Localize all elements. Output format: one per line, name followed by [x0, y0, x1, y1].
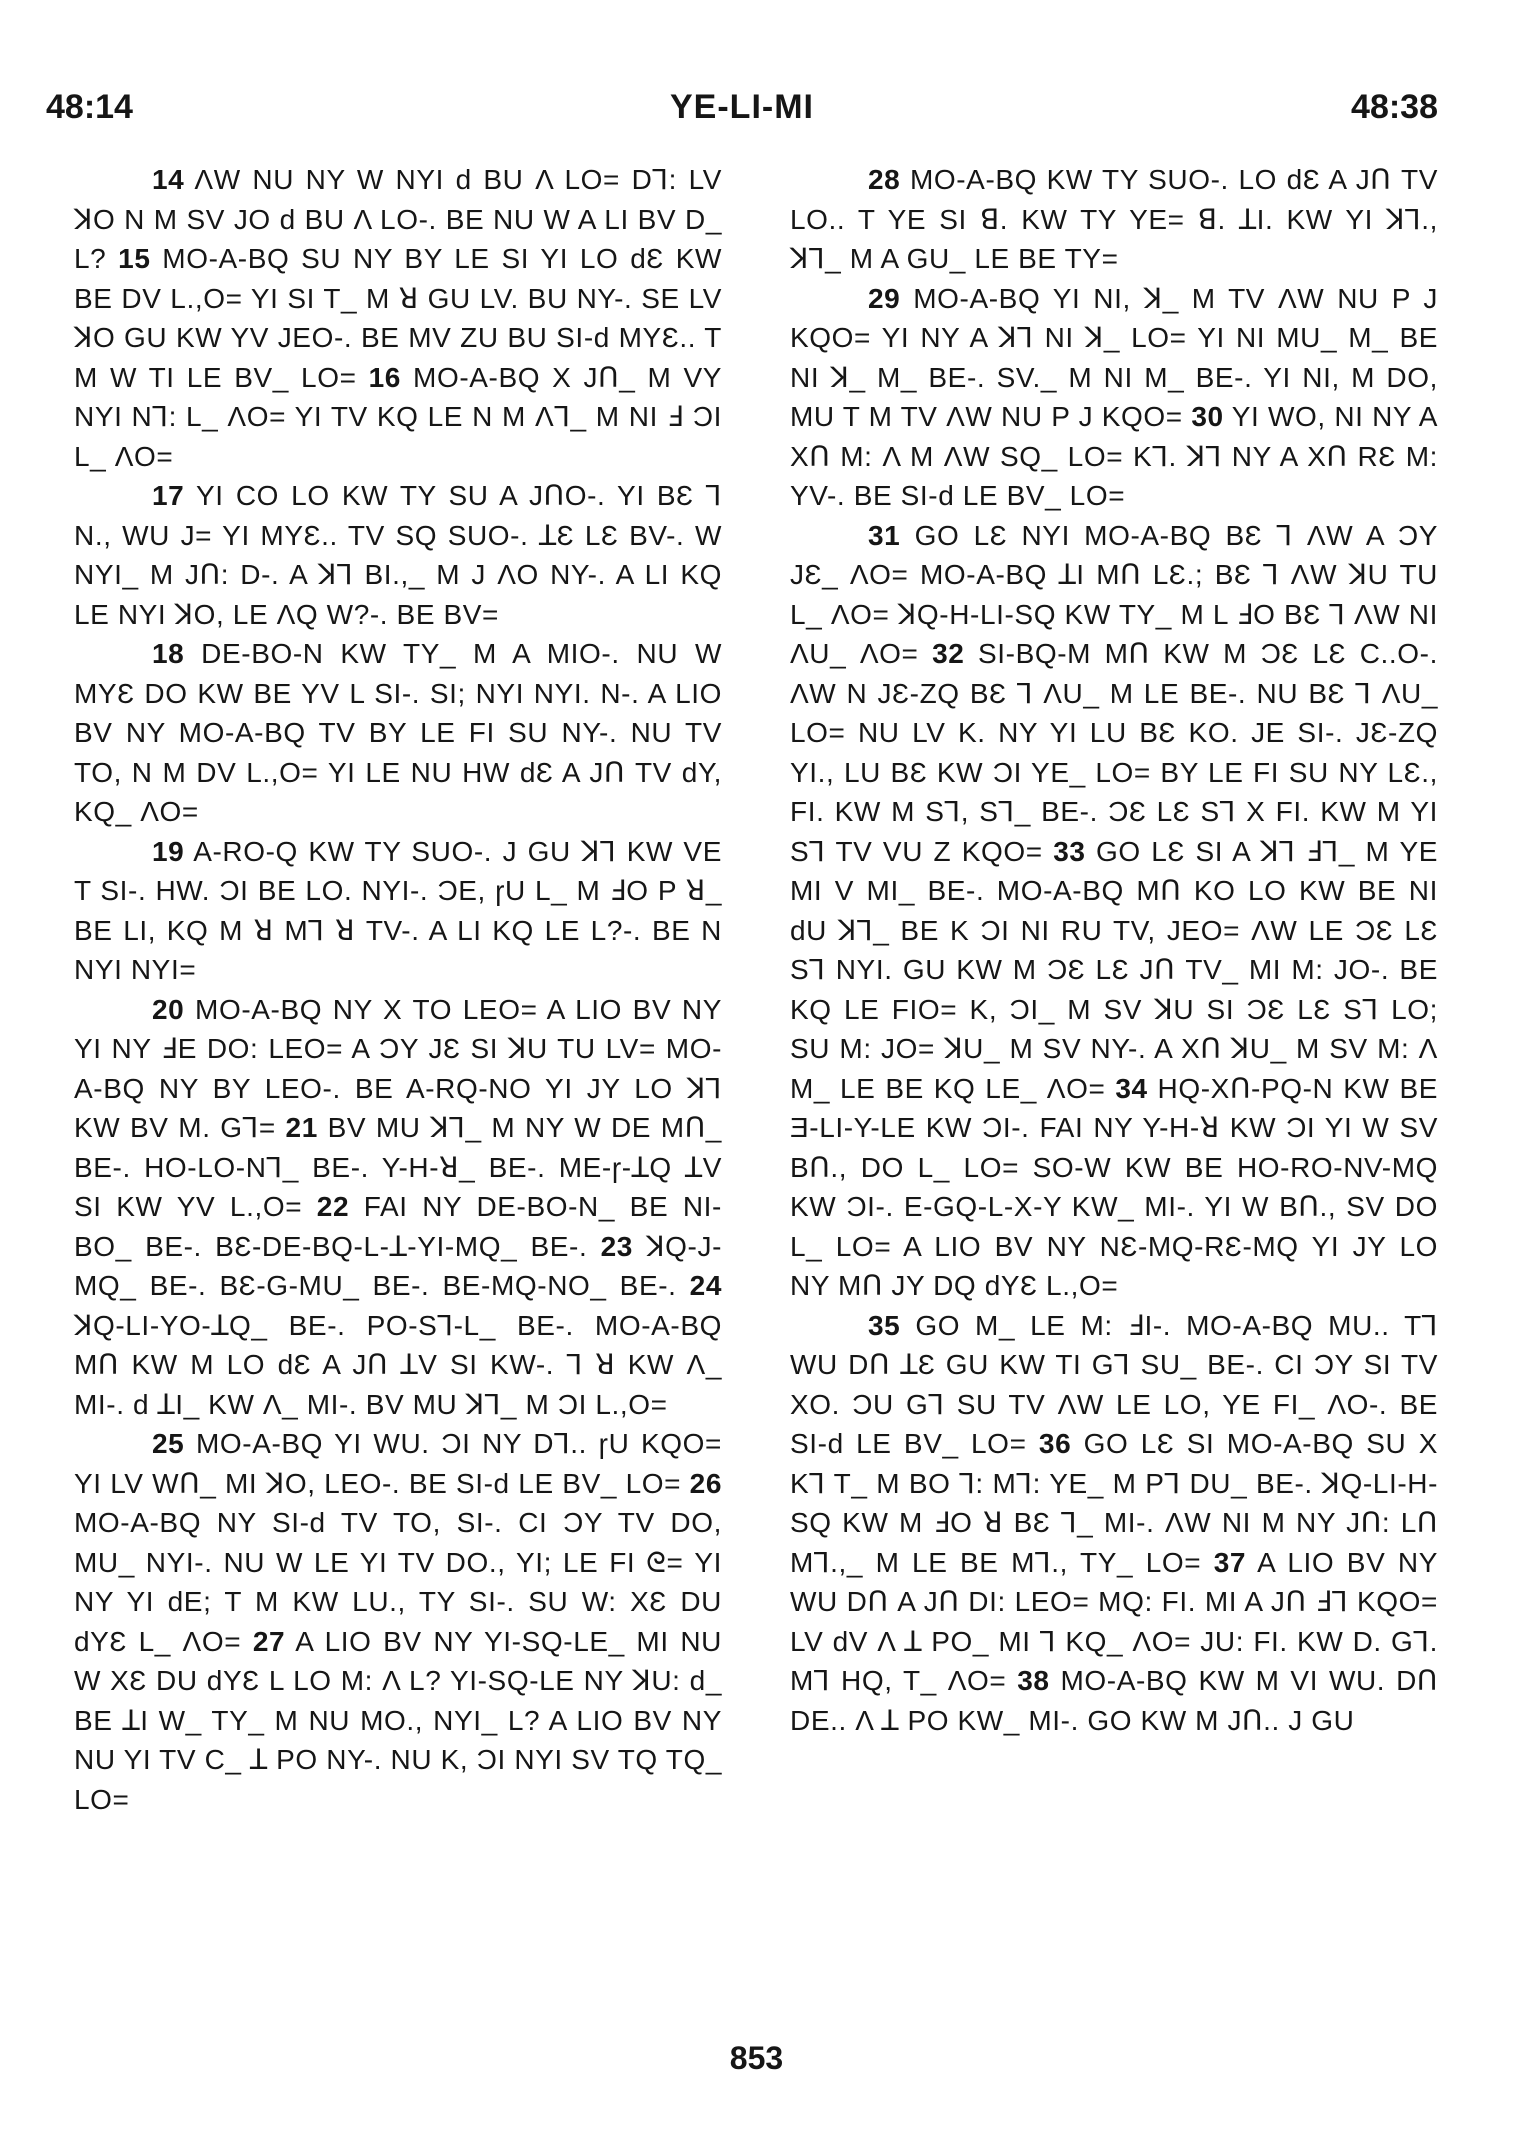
page-header: [46, 88, 1438, 132]
header-left-reference: 48:14: [46, 88, 133, 126]
verse-number: 18: [152, 638, 185, 669]
right-text-column: [790, 160, 1438, 1740]
paragraph: [74, 1424, 722, 1819]
verse-text: MO-A-BQ SU NY BY LE SI YI LO dƐ KW BE DV L.,O= YI SI T_ M ꓤ GU LV. BU NY-. SE LV ꓘO GU KW YV JEO-. BE MV ZU BU SI-d MYƐ.. T M W TI LE BV_ LO=: [74, 243, 722, 393]
verse-number: 35: [868, 1309, 901, 1341]
header-right-reference: 48:38: [1351, 88, 1438, 126]
verse-number: 31: [868, 519, 901, 551]
verse-number: 36: [1038, 1428, 1072, 1459]
paragraph: [790, 279, 1438, 516]
verse-number: 30: [1191, 401, 1224, 432]
verse-text: MO-A-BQ KW M VI WU. DՈ DE.. Λ ꓕ PO KW_ MI-. GO KW M JՈ.. J GU: [790, 1665, 1438, 1736]
verse-text: A LIO BV NY WU DՈ A JՈ DI: LEO= MQ: FI. MI A JՈ ℲꞀ KQO= LV dV Λ ꓕ PO_ MI Ꞁ KQ_ ΛO= JU: FI. KW D. GꞀ. MꞀ HQ, T_ ΛO=: [790, 1546, 1438, 1696]
verse-number: 17: [152, 480, 185, 511]
page-title: YE-LI-MI: [670, 88, 814, 126]
verse-text: YI CO LO KW TY SU A JՈO-. YI BƐ Ꞁ N., WU J= YI MYƐ.. TV SQ SUO-. ꓕƐ LƐ BV-. W NYI_ M JՈ: D-. A ꓘꞀ BI.,_ M J ΛO NY-. A LI KQ LE NYI ꓘO, LE ΛQ W?-. BE BV=: [74, 480, 722, 630]
verse-text: GO LƐ NYI MO-A-BQ BƐ Ꞁ ΛW A ƆY JƐ_ ΛO= MO-A-BQ ꓕI MՈ LƐ.; BƐ Ꞁ ΛW ꓘU TU L_ ΛO= ꓘQ-H-LI-SQ KW TY_ M L ℲO BƐ Ꞁ ΛW NI ΛU_ ΛO=: [790, 519, 1438, 669]
verse-number: 27: [252, 1625, 286, 1657]
paragraph: [790, 160, 1438, 279]
verse-text: BV MU ꓘꞀ_ M NY W DE MՈ_ BE-. HO-LO-NꞀ_ BE-. Y-H-ꓤ_ BE-. ME-ɼ-ꓕQ ꓕV SI KW YV L.,O=: [74, 1112, 722, 1222]
verse-number: 37: [1213, 1546, 1247, 1578]
verse-number: 20: [152, 993, 185, 1025]
verse-number: 15: [118, 243, 151, 274]
verse-number: 16: [368, 361, 401, 393]
verse-text: GO LƐ SI MO-A-BQ SU X KꞀ T_ M BO Ꞁ: MꞀ: YE_ M PꞀ DU_ BE-. ꓘQ-LI-H-SQ KW M ℲO ꓤ BƐ Ꞁ_ MI-. ΛW NI M NY JՈ: LՈ MꞀ.,_ M LE BE MꞀ., TY_ LO=: [790, 1428, 1438, 1578]
verse-number: 19: [152, 835, 185, 867]
paragraph: [74, 832, 722, 990]
verse-text: FAI NY DE-BO-N_ BE NI-BO_ BE-. BƐ-DE-BQ-L-ꓕ-YI-MQ_ BE-.: [74, 1191, 722, 1262]
paragraph: [74, 476, 722, 634]
verse-number: 25: [152, 1428, 185, 1459]
verse-number: 28: [868, 164, 901, 195]
verse-text: YI WO, NI NY A XՈ M: Λ M ΛW SQ_ LO= KꞀ. ꓘꞀ NY A XՈ RƐ M: YV-. BE SI-d LE BV_ LO=: [790, 401, 1439, 511]
verse-text: MO-A-BQ X JՈ_ M VY NYI NꞀ: L_ ΛO= YI TV KQ LE N M ΛꞀ_ M NI Ⅎ ƆI L_ ΛO=: [74, 361, 722, 472]
verse-text: A LIO BV NY YI-SQ-LE_ MI NU W XƐ DU dYƐ L LO M: Λ L? YI-SQ-LE NY ꓘU: d_ BE ꓕI W_ TY_ M NU MO., NYI_ L? A LIO BV NY NU YI TV C_ ꓕ PO NY-. NU K, ƆI NYI SV TQ TQ_ LO=: [74, 1625, 722, 1815]
verse-text: MO-A-BQ YI NI, ꓘ_ M TV ΛW NU P J KQO= YI NY A ꓘꞀ NI ꓘ_ LO= YI NI MU_ M_ BE NI ꓘ_ M_ BE-. SV._ M NI M_ BE-. YI NI, M DO, MU T M TV ΛW NU P J KQO=: [790, 282, 1438, 432]
verse-text: MO-A-BQ NY SI-d TV TO, SI-. CI ƆY TV DO, MU_ NYI-. NU W LE YI TV DO., YI; LE FI ᘓ= YI NY YI dE; T M KW LU., TY SI-. SU W: XƐ DU dYƐ L_ ΛO=: [74, 1507, 722, 1657]
verse-number: 29: [868, 282, 901, 314]
verse-number: 34: [1115, 1072, 1148, 1104]
verse-text: DE-BO-N KW TY_ M A MIO-. NU W MYƐ DO KW BE YV L SI-. SI; NYI NYI. N-. A LIO BV NY MO-A-BQ TV BY LE FI SU NY-. NU TV TO, N M DV L.,O= YI LE NU HW dƐ A JՈ TV dY, KQ_ ΛO=: [74, 638, 722, 827]
verse-number: 38: [1017, 1665, 1050, 1696]
verse-text: ΛW NU NY W NYI d BU Λ LO= DꞀ: LV ꓘO N M SV JO d BU Λ LO-. BE NU W A LI BV D_ L?: [74, 164, 722, 274]
paragraph: [74, 634, 722, 832]
paragraph: [74, 160, 722, 476]
verse-number: 33: [1053, 835, 1086, 867]
paragraph: [790, 516, 1438, 1306]
verse-number: 23: [600, 1230, 633, 1262]
verse-text: GO M_ LE M: ℲI-. MO-A-BQ MU.. TꞀ WU DՈ ꓕƐ GU KW TI GꞀ SU_ BE-. CI ƆY SI TV XO. ƆU GꞀ SU TV ΛW LE LO, YE FI_ ΛO-. BE SI-d LE BV_ LO=: [790, 1309, 1438, 1459]
verse-number: 22: [316, 1191, 350, 1222]
verse-text: ꓘQ-LI-YO-ꓕQ_ BE-. PO-SꞀ-L_ BE-. MO-A-BQ MՈ KW M LO dƐ A JՈ ꓕV SI KW-. Ꞁ ꓤ KW Λ_ MI-. d ꓕI_ KW Λ_ MI-. BV MU ꓘꞀ_ M ƆI L.,O=: [74, 1309, 722, 1420]
verse-text: SI-BQ-M MՈ KW M ƆƐ LƐ C..O-. ΛW N JƐ-ZQ BƐ Ꞁ ΛU_ M LE BE-. NU BƐ Ꞁ ΛU_ LO= NU LV K. NY YI LU BƐ KO. JE SI-. JƐ-ZQ YI., LU BƐ KW ƆI YE_ LO= BY LE FI SU NY LƐ., FI. KW M SꞀ, SꞀ_ BE-. ƆƐ LƐ SꞀ X FI. KW M YI SꞀ TV VU Z KQO=: [790, 638, 1438, 867]
verse-number: 21: [285, 1112, 318, 1143]
verse-number: 26: [689, 1467, 722, 1499]
page-number: 853: [729, 2040, 784, 2076]
verse-text: HQ-XՈ-PQ-N KW BE Ǝ-LI-Y-LE KW ƆI-. FAI NY Y-H-ꓤ KW ƆI YI W SV BՈ., DO L_ LO= SO-W KW BE HO-RO-NV-MQ KW ƆI-. E-GQ-L-X-Y KW_ MI-. YI W BՈ., SV DO L_ LO= A LIO BV NY NƐ-MQ-RƐ-MQ YI JY LO NY MՈ JY DQ dYƐ L.,O=: [790, 1072, 1438, 1301]
paragraph: [790, 1306, 1438, 1741]
verse-text: A-RO-Q KW TY SUO-. J GU ꓘꞀ KW VE T SI-. HW. ƆI BE LO. NYI-. ƆE, ɼU L_ M ℲO P ꓤ_ BE LI, KQ M ꓤ MꞀ ꓤ TV-. A LI KQ LE L?-. BE N NYI NYI=: [74, 835, 722, 985]
verse-text: ꓘQ-J-MQ_ BE-. BƐ-G-MU_ BE-. BE-MQ-NO_ BE-.: [74, 1230, 722, 1301]
verse-text: MO-A-BQ YI WU. ƆI NY DꞀ.. ɼU KQO= YI LV WՈ_ MI ꓘO, LEO-. BE SI-d LE BV_ LO=: [74, 1428, 722, 1499]
left-text-column: [74, 160, 722, 1819]
verse-number: 14: [152, 164, 185, 195]
verse-number: 24: [689, 1270, 722, 1301]
verse-text: MO-A-BQ NY X TO LEO= A LIO BV NY YI NY ℲE DO: LEO= A ƆY JƐ SI ꓘU TU LV= MO-A-BQ NY BY LEO-. BE A-RQ-NO YI JY LO ꓘꞀ KW BV M. GꞀ=: [74, 993, 722, 1143]
verse-number: 32: [932, 638, 965, 669]
paragraph: [74, 990, 722, 1425]
verse-text: MO-A-BQ KW TY SUO-. LO dƐ A JՈ TV LO.. T YE SI ꓭ. KW TY YE= ꓭ. ꓕI. KW YI ꓘꞀ., ꓘꞀ_ M A GU_ LE BE TY=: [790, 164, 1438, 274]
verse-text: GO LƐ SI A ꓘꞀ ℲꞀ_ M YE MI V MI_ BE-. MO-A-BQ MՈ KO LO KW BE NI dU ꓘꞀ_ BE K ƆI NI RU TV, JEO= ΛW LE ƆƐ LƐ SꞀ NYI. GU KW M ƆƐ LƐ JՈ TV_ MI M: JO-. BE KQ LE FIO= K, ƆI_ M SV ꓘU SI ƆƐ LƐ SꞀ LO; SU M: JO= ꓘU_ M SV NY-. A XՈ ꓘU_ M SV M: Λ M_ LE BE KQ LE_ ΛO=: [790, 835, 1438, 1104]
